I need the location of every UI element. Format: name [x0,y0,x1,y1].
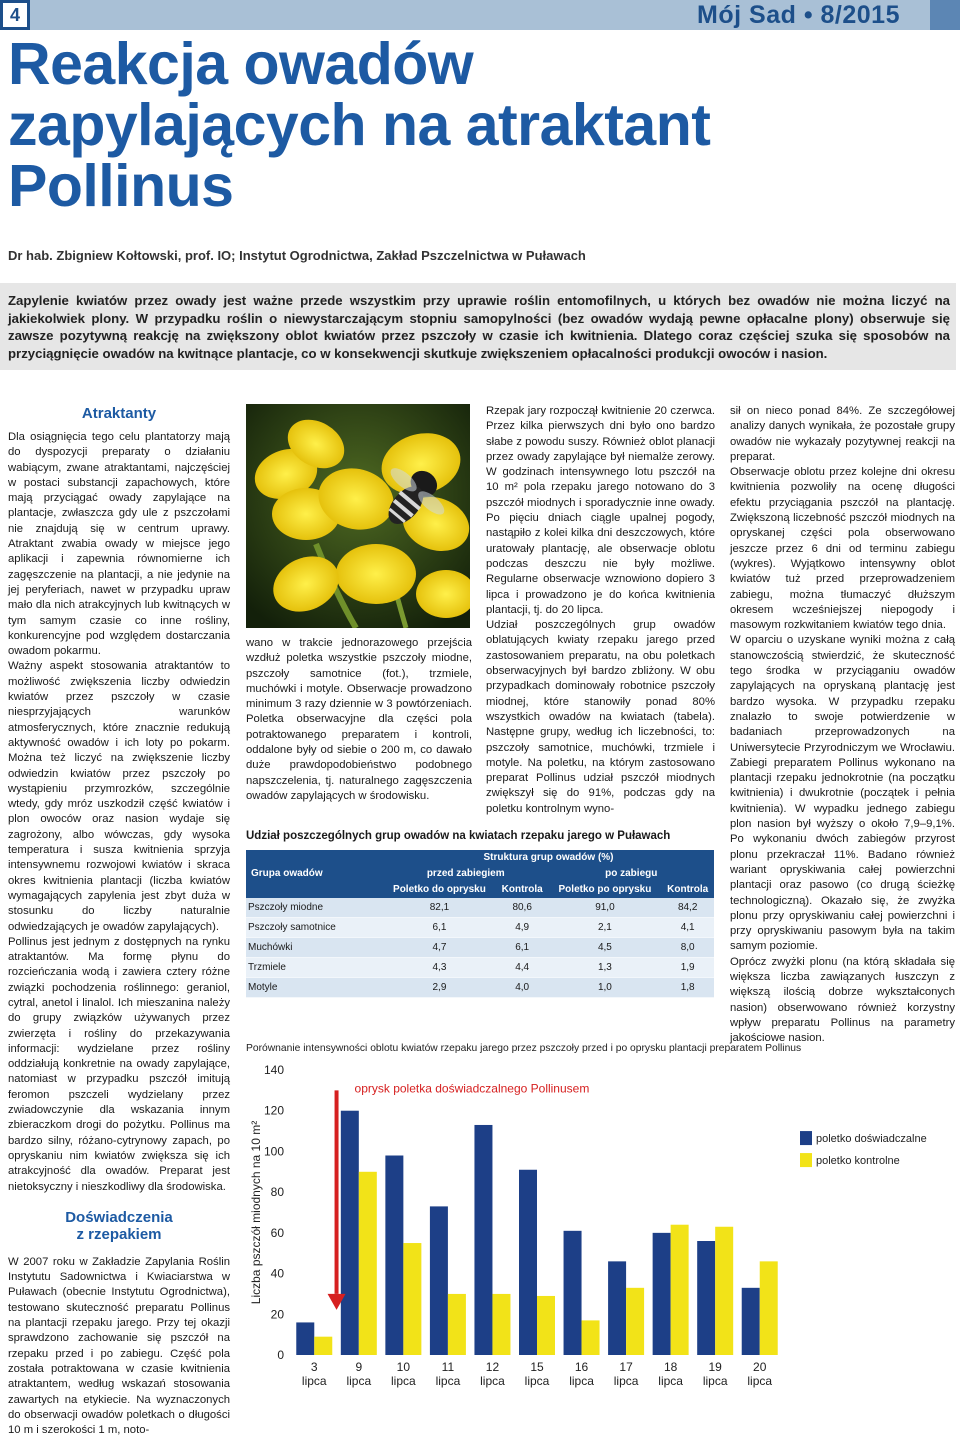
bar-control [715,1227,733,1355]
bar-control [671,1225,689,1355]
col-header-control-after: Kontrola [661,882,714,898]
cell: 91,0 [548,898,661,918]
column-4 [730,404,955,1046]
y-tick-label: 100 [263,1144,284,1159]
x-tick-label: 16 [574,1360,589,1374]
bar-treated [296,1322,314,1355]
cell: 1,0 [548,978,661,998]
row-label: Motyle [246,978,383,998]
y-tick-label: 0 [277,1348,284,1362]
paragraph: Dla osiągnięcia tego celu plantatorzy mają do dyspozycji preparaty o działaniu wabiącym, zwane atraktantami, najczęściej w postaci substancji zapachowych, które mają przyciągać owady zapylające na plantacje, zwłaszcza gdy ule z pszczołami nie znajdują się w centrum uprawy. Atraktant zwabia owady w miejsce jego aplikacji i zapewnia równomierne ich zagęszczenie na plantacji, a nie jedynie na jej peryferiach, nawet w przypadku upraw mało dla nich atrakcyjnych lub kwitnących w tym samym czasie co inne rośliny, konkurencyjne pod względem dostarczania owadom pokarmu. [8,431,230,658]
cell: 1,8 [661,978,714,998]
bar-treated [341,1111,359,1355]
x-tick-label: 12 [485,1360,500,1374]
x-tick-sublabel: lipca [301,1374,327,1388]
x-tick-label: 9 [355,1360,363,1374]
x-tick-label: 10 [396,1360,411,1374]
y-tick-label: 60 [270,1225,284,1240]
row-label: Pszczoły miodne [246,898,383,918]
cell: 4,3 [383,958,496,978]
column-2 [246,636,472,804]
title-line: zapylających na atraktant [8,92,711,158]
cell: 4,1 [661,918,714,938]
x-tick-label: 3 [310,1360,318,1374]
table-row [246,898,714,918]
bee-photo [246,404,470,628]
x-tick-sublabel: lipca [346,1374,372,1388]
paragraph: Obserwacje oblotu przez kolejne dni okresu kwitnienia pozwoliły na ocenę długości efektu przyciągania pszczół na plantację. Zwiększoną liczebność pszczół miodnych na opryskanej części pola obserwowano jeszcze przez 6 dni od terminu zabiegu (wykres). Wyjątkowo intensywny oblot kwiatów tuż przed przeprowadzeniem zabiegu, można tłumaczyć dłuższym okresem wcześniejszej niepogody i masowym rozkwitaniem kwiatów tego dnia. [730,466,955,632]
cell: 1,9 [661,958,714,978]
x-tick-label: 19 [708,1360,722,1374]
cell: 80,6 [496,898,549,918]
x-tick-label: 18 [663,1360,678,1374]
y-tick-label: 80 [270,1185,284,1200]
title-line: Reakcja owadów [8,31,474,97]
author-line: Dr hab. Zbigniew Kołtowski, prof. IO; Instytut Ogrodnictwa, Zakład Pszczelnictwa w Puławach [8,248,586,263]
paragraph: sił on nieco ponad 84%. Ze szczegółowej analizy danych wynikała, że pozostałe grupy owadów nie wykazały pozytywnej reakcji na preparat. [730,405,955,463]
bar-treated [742,1288,760,1355]
legend-swatch [800,1131,812,1145]
paragraph: W oparciu o uzyskane wyniki można z całą stanowczością stwierdzić, że skuteczność tego środka w przyciąganiu owadów zapylających na opryskaną plantację jest bardzo wysoka. W przypadku rzepaku znalazło to swoje potwierdzenie w badaniach przeprowadzonych na Uniwersytecie Przyrodniczym we Wrocławiu. Zabiegi preparatem Pollinus wykonano na plantacji rzepaku jednokrotnie (na początku kwitnienia) i dwukrotnie (początek i pełnia kwitnienia). W wypadku jednego zabiegu plon nasion był wyższy o około 7,9–9,1%. Po wykonaniu dwóch zabiegów przyrost plonu przekraczał 11%. Badano również wariant opryskiwania całej powierzchni plantacji oraz pasowo (co drugą ścieżkę technologiczną). Okazało się, że zwyżka plonu przy opryskiwaniu całej powierzchni i przy opryskiwaniu pasowym była na takim samym poziomie. [730,634,955,953]
x-tick-sublabel: lipca [747,1374,773,1388]
insect-structure-table [246,850,714,998]
col-header-structure: Struktura grup owadów (%) [383,850,714,866]
bar-control [448,1294,466,1355]
cell: 4,4 [496,958,549,978]
x-tick-label: 20 [753,1360,767,1374]
table-row [246,938,714,958]
bar-treated [653,1233,671,1355]
lead-text: Zapylenie kwiatów przez owady jest ważne przede wszystkim przy uprawie roślin entomofilnych, u których bez owadów nie można liczyć na jakiekolwiek plony. W przypadku roślin o niewystarczającym stopniu samopylności (bez owadów wydają pewne opłacalne plony) obserwuje się zawsze pozytywną reakcję na zwiększony oblot kwiatów przez pszczoły w czasie ich kwitnienia. Dlatego coraz częściej szuka się sposobów na przyciągnięcie owadów na kwitnące plantacje, co w konsekwencji skutkuje zwiększeniem opłacalności produkcji owoców i nasion. [8,293,950,361]
bar-treated [430,1206,448,1355]
title-line: Pollinus [8,153,234,219]
x-tick-label: 17 [619,1360,633,1374]
x-tick-sublabel: lipca [613,1374,639,1388]
paragraph: Rzepak jary rozpoczął kwitnienie 20 czerwca. Przez kilka pierwszych dni było ono bardzo słabe z powodu suszy. Również oblot planacji przez owady zapylające był niemalże zerowy. W godzinach intensywnego lotu pszczół na 10 m² pola rzepaku jarego notowano do 3 pszczół miodnych i sporadycznie inne owady. Po pięciu dniach ciągle upalnej pogody, nastąpiło z kolei kilka dni deszczowych, które uratowały plantację, ale obserwacje oblotu podczas deszczu nie były możliwe. Regularne obserwacje wznowiono dopiero 3 lipca i prowadzono je do końca kwitnienia plantacji, tj. do 20 lipca. [486,405,715,616]
y-tick-label: 140 [263,1063,284,1077]
cell: 84,2 [661,898,714,918]
lead-box [0,283,956,370]
cell: 1,3 [548,958,661,978]
bar-treated [385,1156,403,1356]
y-tick-label: 120 [263,1103,284,1118]
x-tick-sublabel: lipca [702,1374,728,1388]
bar-control [492,1294,510,1355]
page-number: 4 [0,0,30,30]
x-tick-label: 11 [441,1360,455,1374]
col-header-group: Grupa owadów [246,850,383,898]
column-3 [486,404,715,817]
x-tick-sublabel: lipca [480,1374,505,1388]
row-label: Muchówki [246,938,383,958]
article-title [8,31,948,219]
cell: 2,9 [383,978,496,998]
cell: 4,7 [383,938,496,958]
legend-label: poletko kontrolne [816,1155,900,1168]
x-tick-sublabel: lipca [391,1374,416,1388]
y-axis-label: Liczba pszczół miodnych na 10 m² [249,1120,263,1305]
cell: 82,1 [383,898,496,918]
cell: 6,1 [496,938,549,958]
bar-treated [697,1241,715,1355]
col-header-after: po zabiegu [548,866,714,882]
table-row [246,978,714,998]
header-corner [930,0,960,30]
x-tick-sublabel: lipca [569,1374,594,1388]
chart-caption: Porównanie intensywności oblotu kwiatów rzepaku jarego przez pszczoły przed i po oprysku plantacji preparatem Pollinus [246,1043,802,1054]
section-heading-line: Doświadczenia [65,1208,173,1226]
y-tick-label: 20 [270,1307,284,1322]
bee-count-chart [240,1058,956,1392]
cell: 8,0 [661,938,714,958]
bar-control [760,1261,778,1355]
legend-swatch [800,1153,812,1167]
legend-label: poletko doświadczalne [816,1133,927,1146]
table-row [246,918,714,938]
paragraph: Ważny aspekt stosowania atraktantów to możliwość zwiększenia liczby odwiedzin kwiatów przez pszczoły w czasie niesprzyjających warunków atmosferycznych, które znacznie redukują aktywność owadów i ich loty po pokarm. Można też liczyć na zwiększenie liczby odwiedzin kwiatów przez pszczoły po wystąpieniu przymrozków, szczególnie wtedy, gdy mróz uszkodził część kwiatów i plon owoców oraz nasion wydaje się zagrożony, albo wówczas, gdy wysoka temperatura i susza kwitnienia sprzyja intensywnemu rozwojowi kwiatów i skraca okres kwitnienia plantacji (liczba kwiatów wymagających zapylenia jest zbyt duża w stosunku do liczby naturalnie odwiedzających je owadów zapylających). [8,660,230,933]
paragraph: Oprócz zwyżki plonu (na którą składała się większa liczba zawiązanych łuszczyn z większą ilością dobrze wykształconych nasion) obserwowano również korzystny wpływ preparatu Pollinus na parametry jakościowe nasion. [730,955,955,1045]
col-header-treated-after: Poletko po oprysku [548,882,661,898]
section-heading [8,1209,230,1243]
bar-treated [474,1125,492,1355]
cell: 4,5 [548,938,661,958]
cell: 4,0 [496,978,549,998]
table-row [246,958,714,978]
bar-treated [608,1261,626,1355]
paragraph: Udział poszczególnych grup owadów oblatujących kwiaty rzepaku jarego przed zastosowaniem preparatu, na obu poletkach obserwacyjnych był bardzo zbliżony. W obu przypadkach dominowały robotnice pszczoły miodnej, które stanowiły ponad 80% wszystkich owadów na kwiatach (tabela). Następne grupy, według ich liczebności, to: pszczoły samotnice, muchówki, trzmiele i motyle. Na poletku, na którym zastosowano preparat Pollinus udział pszczół miodnych zwiększył się do 91%, podczas gdy na poletku kontrolnym wyno- [486,619,715,815]
col-header-control-before: Kontrola [496,882,549,898]
x-tick-label: 15 [530,1360,544,1374]
table-caption: Udział poszczególnych grup owadów na kwiatach rzepaku jarego w Puławach [246,830,671,842]
col-header-before: przed zabiegiem [383,866,548,882]
bar-control [314,1337,332,1355]
bar-control [582,1320,600,1355]
x-tick-sublabel: lipca [435,1374,461,1388]
paragraph: Pollinus jest jednym z dostępnych na rynku atraktantów. Ma formę płynu do rozcieńczania wodą i zawiera cztery różne związki pochodzenia roślinnego: geraniol, cytral, anetol i linalol. Ich mieszanina należy do grupy związków używanych przez zwierzęta i rośliny do przekazywania informacji: wydzielane przez rośliny oddziałują konkretnie na owady zapylające, natomiast w przypadku pszczół imitują feromon pszczeli wydzielany przez zwiadowczynie dla wskazania innym zbieraczkom drogi do pożytku. Pollinus ma bardzo silny, różano-cytrynowy zapach, po opryskaniu nim kwiatów zwiększa się ich atrakcyjność dla owadów. Preparat jest nietoksyczny i nieszkodliwy dla środowiska. [8,935,230,1193]
bar-treated [564,1231,582,1355]
bar-control [626,1288,644,1355]
bar-treated [519,1170,537,1355]
row-label: Trzmiele [246,958,383,978]
column-1 [8,405,230,1438]
bar-control [537,1296,555,1355]
annotation-label: oprysk poletka doświadczalnego Pollinusem [354,1081,590,1096]
col-header-treated-before: Poletko do oprysku [383,882,496,898]
section-heading: Atraktanty [81,405,157,422]
bar-control [359,1172,377,1355]
page-header [0,0,960,30]
y-tick-label: 40 [270,1266,284,1281]
cell: 2,1 [548,918,661,938]
paragraph: W 2007 roku w Zakładzie Zapylania Roślin Instytutu Sadownictwa i Kwiaciarstwa w Puławach (obecnie Instytutu Ogrodnictwa), testowano skuteczność preparatu Pollinus na plantacji rzepaku jarego. Przy tej okazji sprawdzono zachowanie się pszczół na rzepaku przed i po zabiegu. Część pola została potraktowana w czasie kwitnienia atraktantem, według wskazań stosowania zawartych na etykiecie. Na wyznaczonych do obserwacji owadów poletkach o długości 10 m i szerokości 1 m, noto- [8,1255,230,1437]
section-heading-line: z rzepakiem [76,1225,162,1243]
cell: 6,1 [383,918,496,938]
paragraph: wano w trakcie jednorazowego przejścia wzdłuż poletka wszystkie pszczoły miodne, pszczoły samotnice (fot.), trzmiele, muchówki i motyle. Obserwacje prowadzono minimum 3 razy dziennie w 3 powtórzeniach. Poletka obserwacyjne dla części pola potraktowanego preparatem i kontroli, oddalone były od siebie o 200 m, co dawało duże prawdopodobieństwo podobnego napszczelenia, tj. naturalnego zagęszczenia owadów zapylających w środowisku. [246,637,472,802]
x-tick-sublabel: lipca [658,1374,683,1388]
magazine-title: Mój Sad • 8/2015 [697,1,900,29]
bar-control [403,1243,421,1355]
x-tick-sublabel: lipca [524,1374,550,1388]
bee-on-flower-image [246,404,470,628]
cell: 4,9 [496,918,549,938]
row-label: Pszczoły samotnice [246,918,383,938]
